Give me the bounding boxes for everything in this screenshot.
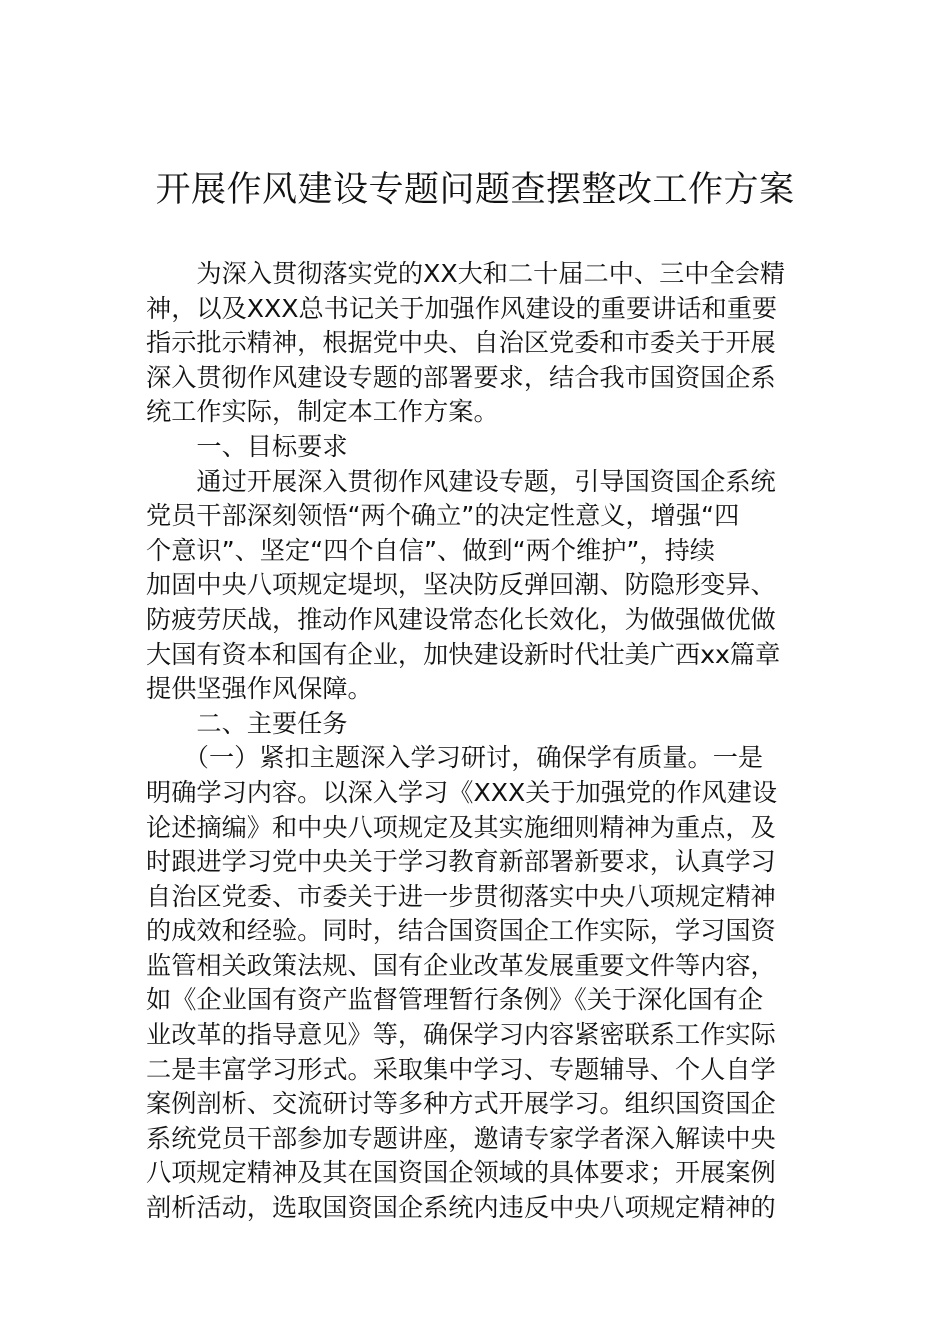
body-line: 指示批示精神，根据党中央、自治区党委和市委关于开展 [146,328,776,358]
body-line: 案例剖析、交流研讨等多种方式开展学习。组织国资国企 [146,1089,776,1119]
body-line: 如《企业国有资产监督管理暂行条例》《关于深化国有企 [146,985,764,1015]
body-line: 监管相关政策法规、国有企业改革发展重要文件等内容， [146,950,776,980]
body-line: 自治区党委、市委关于进一步贯彻落实中央八项规定精神 [146,881,776,911]
section-heading-2: 二、主要任务 [146,708,348,738]
body-line: 明确学习内容。以深入学习《XXX关于加强党的作风建设 [146,777,778,807]
document-title: 开展作风建设专题问题查摆整改工作方案 [155,170,795,210]
body-line: 加固中央八项规定堤坝，坚决防反弹回潮、防隐形变异、 [146,570,776,600]
body-line: 通过开展深入贯彻作风建设专题，引导国资国企系统 [146,466,776,496]
body-line: 业改革的指导意见》等，确保学习内容紧密联系工作实际 [146,1020,776,1050]
body-line: 神，以及XXX总书记关于加强作风建设的重要讲话和重要 [146,293,778,323]
body-line: （一）紧扣主题深入学习研讨，确保学有质量。一是 [146,743,764,773]
body-line: 时跟进学习党中央关于学习教育新部署新要求，认真学习 [146,847,776,877]
body-line: 为深入贯彻落实党的XX大和二十届二中、三中全会精 [146,259,786,288]
body-line: 论述摘编》和中央八项规定及其实施细则精神为重点，及 [146,812,776,842]
body-line: 大国有资本和国有企业，加快建设新时代壮美广西xx篇章 [146,639,781,669]
body-line: 八项规定精神及其在国资国企领域的具体要求；开展案例 [146,1158,776,1188]
body-line: 统工作实际，制定本工作方案。 [146,397,499,427]
body-line: 的成效和经验。同时，结合国资国企工作实际，学习国资 [146,916,776,946]
body-line: 提供坚强作风保障。 [146,674,373,704]
body-line: 系统党员干部参加专题讲座，邀请专家学者深入解读中央 [146,1123,776,1153]
body-line: 二是丰富学习形式。采取集中学习、专题辅导、个人自学 [146,1054,776,1084]
document-body [146,257,806,1226]
body-line: 剖析活动，选取国资国企系统内违反中央八项规定精神的 [146,1193,776,1223]
section-heading-1: 一、目标要求 [146,431,348,461]
body-line: 党员干部深刻领悟“两个确立”的决定性意义，增强“四 [146,501,740,531]
body-line: 深入贯彻作风建设专题的部署要求，结合我市国资国企系 [146,362,776,392]
body-line: 个意识”、坚定“四个自信”、做到“两个维护”，持续 [146,535,715,565]
body-line: 防疲劳厌战，推动作风建设常态化长效化，为做强做优做 [146,604,776,634]
